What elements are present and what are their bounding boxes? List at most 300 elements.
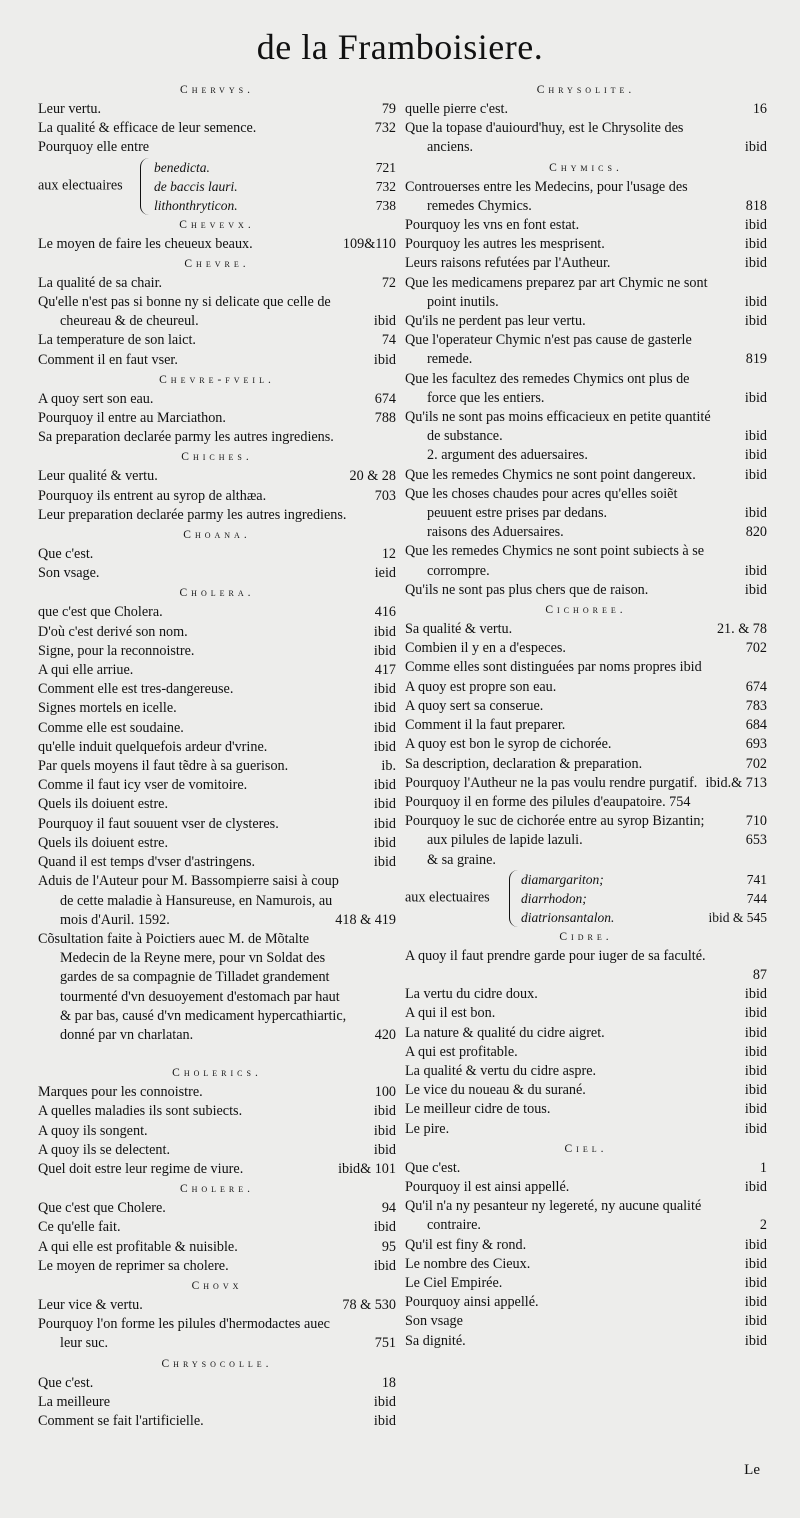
entry-text: Combien il y en a d'especes. <box>405 640 566 657</box>
entry-text: A qui elle arriue. <box>38 662 134 679</box>
index-entry <box>405 678 767 697</box>
page-reference: ibid <box>373 313 396 330</box>
page-reference: 693 <box>745 736 767 753</box>
index-entry <box>38 138 396 157</box>
index-entry <box>405 1293 767 1312</box>
page-reference: ibid <box>744 1005 767 1022</box>
index-entry <box>405 523 767 542</box>
index-entry <box>38 1199 396 1218</box>
index-entry <box>38 1393 396 1412</box>
page-reference: ibid <box>744 1043 767 1060</box>
entry-text: Sa description, declaration & preparation. <box>405 755 643 772</box>
index-entry <box>405 485 767 523</box>
page-reference: ibid <box>744 1294 767 1311</box>
index-entry <box>405 254 767 273</box>
page-reference: 732 <box>374 120 396 137</box>
index-entry <box>38 1218 396 1237</box>
page-reference: ibid <box>744 447 767 464</box>
entry-text: Comme il faut icy vser de vomitoire. <box>38 777 248 794</box>
index-entry <box>38 1296 396 1315</box>
entry-text: Le nombre des Cieux. <box>405 1255 531 1272</box>
page-reference: ibid <box>744 255 767 272</box>
group-item-text: diamargariton; <box>521 871 604 887</box>
group-label: aux electuaires <box>38 177 123 194</box>
index-entry <box>38 487 396 506</box>
index-entry <box>405 1236 767 1255</box>
entry-text: Que les facultez des remedes Chymics ont plus de force que les entiers. <box>405 370 690 406</box>
page-reference: ibid <box>744 139 767 156</box>
section-heading: Choana. <box>183 529 251 542</box>
page-reference: ibid <box>373 1219 396 1236</box>
index-entry <box>38 235 396 254</box>
index-entry <box>38 1122 396 1141</box>
page-reference: ibid <box>744 1062 767 1079</box>
page-reference: 702 <box>745 755 767 772</box>
entry-text: Le moyen de faire les cheueux beaux. <box>38 235 253 252</box>
section-heading: Chiches. <box>181 451 253 464</box>
index-entry <box>38 1083 396 1102</box>
entry-text: Son vsage <box>405 1313 463 1330</box>
section-heading: Cichoree. <box>545 604 627 617</box>
entry-text: raisons des Aduersaires. <box>427 524 564 541</box>
entry-text: Quels ils doiuent estre. <box>38 796 169 813</box>
index-entry <box>38 1412 396 1431</box>
entry-text: Que c'est. <box>38 546 94 563</box>
index-entry <box>405 100 767 119</box>
page-reference: ibid <box>744 505 767 522</box>
entry-text: Pourquoy il en forme des pilules d'eaupatoire. 754 <box>405 793 691 810</box>
entry-text: quelle pierre c'est. <box>405 101 508 117</box>
page-reference: ibid <box>744 1120 767 1137</box>
index-entry <box>405 1100 767 1119</box>
entry-text: Ce qu'elle fait. <box>38 1219 121 1236</box>
entry-text: Leur vice & vertu. <box>38 1296 143 1313</box>
index-entry <box>405 1159 767 1178</box>
page-reference: 732 <box>375 178 396 194</box>
section-heading: Chymics. <box>549 161 623 174</box>
group-item <box>154 177 396 196</box>
page-reference: 109&110 <box>342 235 396 252</box>
entry-text: Quel doit estre leur regime de viure. <box>38 1160 244 1177</box>
entry-text: Pourquoy il est ainsi appellé. <box>405 1178 570 1195</box>
entry-text <box>405 966 767 985</box>
catchword: Le <box>744 1462 760 1478</box>
page-reference: 418 & 419 <box>335 911 396 928</box>
entry-text: Pourquoy il faut souuent vser de clysteres. <box>38 815 279 832</box>
index-entry <box>405 620 767 639</box>
entry-text: Que les choses chaudes pour acres qu'elles soiẽt peuuent estre prises par dedans. <box>405 485 678 522</box>
entry-text: La qualité & efficace de leur semence. <box>38 120 257 137</box>
entry-text: Le pire. <box>405 1120 450 1137</box>
page-reference: ibid <box>744 986 767 1003</box>
section-heading: Cholere. <box>179 1183 255 1196</box>
entry-text: & sa graine. <box>427 851 496 868</box>
entry-text: Pourquoy ils entrent au syrop de althæa. <box>38 487 267 504</box>
entry-text: Aduis de l'Auteur pour M. Bassompierre saisi à coup de cette maladie à Hansureuse, en Namurois, au mois d'Auril. 1592. <box>38 873 339 928</box>
index-entry <box>405 985 767 1004</box>
page-reference: 1 <box>759 1159 767 1176</box>
index-entry <box>38 409 396 428</box>
page-reference: 87 <box>752 966 767 983</box>
entry-text: Leurs raisons refutées par l'Autheur. <box>405 255 611 272</box>
index-entry <box>38 795 396 814</box>
entry-text: A quoy est bon le syrop de cichorée. <box>405 736 612 753</box>
page-reference: ibid <box>373 1103 396 1120</box>
page-reference: 2 <box>759 1217 767 1234</box>
index-entry <box>38 757 396 776</box>
index-entry <box>405 581 767 600</box>
page-reference: 94 <box>381 1200 396 1217</box>
entry-text: Sa preparation declarée parmy les autres ingrediens. <box>38 429 334 446</box>
index-entry <box>38 853 396 872</box>
index-entry <box>405 466 767 485</box>
entry-text: aux pilules de lapide lazuli. <box>427 832 583 849</box>
entry-text: Comment se fait l'artificielle. <box>38 1412 204 1429</box>
page-reference: 653 <box>745 832 767 849</box>
entry-text: Leur vertu. <box>38 101 102 117</box>
group-item <box>521 870 767 889</box>
index-entry <box>405 446 767 465</box>
page-reference: 721 <box>375 159 396 175</box>
page-reference: ibid <box>744 1236 767 1253</box>
index-column-right <box>405 80 767 1351</box>
page-reference: ieid <box>374 565 396 582</box>
entry-text: A quoy il faut prendre garde pour iuger de sa faculté. <box>405 947 706 964</box>
entry-text: Comment il en faut vser. <box>38 351 178 368</box>
group-label: aux electuaires <box>405 889 490 906</box>
page-reference: ibid <box>373 642 396 659</box>
page-title: de la Framboisiere. <box>256 27 544 67</box>
page-reference: ibid <box>744 313 767 330</box>
entry-text: qu'elle induit quelquefois ardeur d'vrine. <box>38 738 268 755</box>
page-reference: 95 <box>381 1238 396 1255</box>
entry-text: La nature & qualité du cidre aigret. <box>405 1024 605 1041</box>
page-reference: ibid <box>744 1082 767 1099</box>
entry-text: Pourquoy les vns en font estat. <box>405 217 580 234</box>
entry-text: A quoy ils se delectent. <box>38 1141 170 1158</box>
index-entry <box>405 947 767 966</box>
index-entry <box>405 331 767 369</box>
page-reference: ibid <box>373 1393 396 1410</box>
index-entry <box>38 834 396 853</box>
section-heading: Chrysocolle. <box>161 1357 273 1370</box>
page-reference: ibid <box>744 1178 767 1195</box>
page-reference: ibid <box>373 1257 396 1274</box>
page-reference: ibid.& 713 <box>705 774 767 791</box>
page-reference: 417 <box>374 662 396 679</box>
page-reference: 674 <box>745 678 767 695</box>
entry-text: La qualité & vertu du cidre aspre. <box>405 1062 597 1079</box>
page-reference: 738 <box>375 197 396 213</box>
entry-text: Comme elles sont distinguées par noms propres ibid <box>405 659 702 676</box>
page-reference: 79 <box>381 101 396 117</box>
index-entry <box>405 793 767 812</box>
page-reference: ibid <box>373 738 396 755</box>
index-entry <box>405 774 767 793</box>
page-reference: 741 <box>746 871 767 887</box>
entry-text: La qualité de sa chair. <box>38 274 163 291</box>
page-reference: ibid <box>373 700 396 717</box>
section-heading: Ciel. <box>564 1142 608 1155</box>
page-reference: ibid <box>373 351 396 368</box>
index-entry <box>38 331 396 350</box>
entry-text: Le Ciel Empirée. <box>405 1274 503 1291</box>
page-reference: 420 <box>374 1026 396 1043</box>
page-reference: 12 <box>381 546 396 563</box>
index-entry <box>38 1315 396 1353</box>
index-entry <box>38 815 396 834</box>
entry-text: Son vsage. <box>38 565 100 582</box>
index-entry <box>38 293 396 331</box>
entry-text: Pourquoy l'on forme les pilules d'hermodactes auec leur suc. <box>38 1316 330 1352</box>
entry-text: Qu'il n'a ny pesanteur ny legereté, ny aucune qualité contraire. <box>405 1198 702 1234</box>
page-reference: ibid <box>373 796 396 813</box>
entry-text: A qui est profitable. <box>405 1043 518 1060</box>
index-entry <box>405 1024 767 1043</box>
index-entry <box>405 1062 767 1081</box>
page-reference: ibid <box>373 1412 396 1429</box>
page-reference: 751 <box>374 1335 396 1352</box>
entry-text: Qu'ils ne sont pas moins efficacieux en petite quantité de substance. <box>405 409 711 445</box>
entry-text: Que la topase d'auiourd'huy, est le Chrysolite des anciens. <box>405 120 684 156</box>
entry-text: Par quels moyens il faut tẽdre à sa guerison. <box>38 758 289 775</box>
index-entry <box>405 178 767 216</box>
index-entry <box>38 545 396 564</box>
entry-text: La temperature de son laict. <box>38 332 196 349</box>
index-entry <box>405 408 767 446</box>
page-reference: 16 <box>752 101 767 117</box>
index-entry <box>405 851 767 870</box>
index-entry <box>405 658 767 677</box>
index-entry <box>38 390 396 409</box>
entry-text: La vertu du cidre doux. <box>405 986 538 1003</box>
page-reference: ibid <box>744 1313 767 1330</box>
page-reference: 684 <box>745 717 767 734</box>
page-reference: 100 <box>374 1084 396 1101</box>
entry-text: A quelles maladies ils sont subiects. <box>38 1103 243 1120</box>
entry-text: Pourquoy elle entre <box>38 139 150 156</box>
page-reference: ibid <box>744 581 767 598</box>
entry-text: Pourquoy ainsi appellé. <box>405 1294 539 1311</box>
page-reference: 18 <box>381 1374 396 1391</box>
index-entry <box>405 1004 767 1023</box>
page-reference: ibid <box>744 1274 767 1291</box>
page-reference: ibid <box>373 1122 396 1139</box>
entry-text: Que les medicamens preparez par art Chymic ne sont point inutils. <box>405 274 708 310</box>
entry-text: Pourquoy il entre au Marciathon. <box>38 410 226 427</box>
page-reference: ibid <box>373 854 396 871</box>
page-reference: ibid <box>744 1101 767 1118</box>
index-entry <box>405 966 767 985</box>
section-heading: Chevevx. <box>179 218 255 231</box>
entry-text: Le meilleur cidre de tous. <box>405 1101 551 1118</box>
entry-text: Qu'il est finy & rond. <box>405 1236 527 1253</box>
group-item-text: diatrionsantalon. <box>521 909 615 925</box>
group-item-text: lithonthryticon. <box>154 197 238 213</box>
entry-text: Que les remedes Chymics ne sont point dangereux. <box>405 466 696 483</box>
entry-text: Pourquoy le suc de cichorée entre au syrop Bizantin; <box>405 813 705 830</box>
group-item-text: benedicta. <box>154 159 210 175</box>
entry-text: A quoy ils songent. <box>38 1122 148 1139</box>
index-entry <box>38 623 396 642</box>
index-entry <box>405 119 767 157</box>
entry-text: Pourquoy l'Autheur ne la pas voulu rendre purgatif. <box>405 774 698 791</box>
index-entry <box>38 100 396 119</box>
index-entry <box>405 216 767 235</box>
index-entry <box>38 1160 396 1179</box>
index-entry <box>38 506 396 525</box>
index-entry <box>405 312 767 331</box>
section-heading: Chovx <box>191 1279 243 1292</box>
page-reference: ibid <box>744 236 767 253</box>
page-reference: ibid <box>744 217 767 234</box>
page-reference: ibid& 101 <box>338 1160 396 1177</box>
page-reference: 21. & 78 <box>716 621 767 638</box>
entry-text: Pourquoy les autres les mesprisent. <box>405 236 605 253</box>
page-reference: 74 <box>381 332 396 349</box>
brace-icon <box>140 158 150 215</box>
page-reference: ibid <box>373 1141 396 1158</box>
brace-icon <box>509 870 519 927</box>
page-reference: ib. <box>381 758 396 775</box>
entry-text: A qui elle est profitable & nuisible. <box>38 1238 238 1255</box>
entry-text: A quoy sert son eau. <box>38 390 154 407</box>
index-entry <box>38 642 396 661</box>
entry-text: Que c'est. <box>38 1374 94 1391</box>
index-entry <box>405 274 767 312</box>
group-item <box>154 158 396 177</box>
group-item <box>521 908 767 927</box>
page-reference: 788 <box>374 410 396 427</box>
index-entry <box>38 1238 396 1257</box>
index-entry <box>405 1081 767 1100</box>
entry-text: Signe, pour la reconnoistre. <box>38 642 195 659</box>
entry-text: A qui il est bon. <box>405 1005 496 1022</box>
section-heading: Cholera. <box>179 587 255 600</box>
index-entry <box>38 699 396 718</box>
bracket-group <box>38 158 396 215</box>
entry-text: Que c'est. <box>405 1159 461 1176</box>
index-entry <box>38 738 396 757</box>
page-reference: ibid <box>373 623 396 640</box>
entry-text: Que les remedes Chymics ne sont point subiects à se corrompre. <box>405 543 705 579</box>
page-reference: ibid <box>744 1332 767 1349</box>
entry-text: Le moyen de reprimer sa cholere. <box>38 1257 229 1274</box>
entry-text: Sa dignité. <box>405 1332 466 1349</box>
page-reference: 703 <box>374 487 396 504</box>
page-reference: ibid & 545 <box>708 909 767 925</box>
page-reference: 818 <box>745 197 767 214</box>
index-entry <box>405 1043 767 1062</box>
page-reference: 674 <box>374 390 396 407</box>
index-column-left <box>38 80 396 1431</box>
page-reference: ibid <box>744 1255 767 1272</box>
entry-text: Qu'ils ne sont pas plus chers que de raison. <box>405 581 649 598</box>
page-reference: 783 <box>745 697 767 714</box>
section-heading: Chrysolite. <box>536 84 636 96</box>
index-entry <box>405 1255 767 1274</box>
index-entry <box>38 603 396 622</box>
page-reference: 820 <box>745 524 767 541</box>
group-item <box>154 196 396 215</box>
entry-text: Qu'elle n'est pas si bonne ny si delicate que celle de cheureau & de cheureul. <box>38 294 331 330</box>
entry-text: Que l'operateur Chymic n'est pas cause de gasterle remede. <box>405 332 692 368</box>
page-reference: 78 & 530 <box>342 1296 396 1313</box>
index-entry <box>405 1197 767 1235</box>
index-entry <box>405 1120 767 1139</box>
page-reference: 72 <box>381 274 396 291</box>
index-entry <box>38 351 396 370</box>
entry-text: Quels ils doiuent estre. <box>38 834 169 851</box>
entry-text: La meilleure <box>38 1393 111 1410</box>
entry-text: que c'est que Cholera. <box>38 604 163 621</box>
index-entry <box>38 680 396 699</box>
page-reference: 702 <box>745 640 767 657</box>
page-reference: ibid <box>373 681 396 698</box>
entry-text: Comment elle est tres-dangereuse. <box>38 681 234 698</box>
index-entry <box>38 1141 396 1160</box>
entry-text: A quoy est propre son eau. <box>405 678 557 695</box>
index-entry <box>405 735 767 754</box>
index-entry <box>405 812 767 831</box>
section-heading: Chevre. <box>184 257 250 270</box>
index-entry <box>405 1332 767 1351</box>
entry-text: Le vice du noueau & du surané. <box>405 1082 586 1099</box>
index-entry <box>38 776 396 795</box>
page-reference: 819 <box>745 351 767 368</box>
entry-text: Que c'est que Cholere. <box>38 1200 166 1217</box>
index-entry <box>38 719 396 738</box>
index-entry <box>38 872 396 930</box>
index-entry <box>38 1374 396 1393</box>
page-reference: ibid <box>373 719 396 736</box>
page-reference: ibid <box>744 562 767 579</box>
index-entry <box>405 755 767 774</box>
bracket-group <box>405 870 767 927</box>
index-entry <box>38 1257 396 1276</box>
group-item <box>521 889 767 908</box>
index-entry <box>405 639 767 658</box>
entry-text: Marques pour les connoistre. <box>38 1084 203 1101</box>
entry-text: A quoy sert sa conserue. <box>405 697 544 714</box>
index-entry <box>405 697 767 716</box>
index-entry <box>38 467 396 486</box>
entry-text: Comme elle est soudaine. <box>38 719 184 736</box>
page-reference: ibid <box>373 834 396 851</box>
index-entry <box>38 564 396 583</box>
index-entry <box>38 930 396 1045</box>
page-reference: ibid <box>744 466 767 483</box>
entry-text: Qu'ils ne perdent pas leur vertu. <box>405 313 586 330</box>
section-heading: Chervys. <box>180 84 254 96</box>
entry-text: Leur qualité & vertu. <box>38 468 158 485</box>
index-entry <box>38 119 396 138</box>
index-entry <box>405 542 767 580</box>
entry-text: Quand il est temps d'vser d'astringens. <box>38 854 256 871</box>
index-entry <box>405 1274 767 1293</box>
section-heading: Cholerics. <box>172 1067 262 1080</box>
entry-text: Leur preparation declarée parmy les autres ingrediens. <box>38 506 347 523</box>
entry-text: Comment il la faut preparer. <box>405 717 566 734</box>
page-reference: 710 <box>745 813 767 830</box>
section-heading: Chevre-fveil. <box>159 373 275 386</box>
page-reference: ibid <box>744 389 767 406</box>
spacer <box>38 1045 396 1063</box>
index-entry <box>405 1178 767 1197</box>
entry-text: 2. argument des aduersaires. <box>427 447 588 464</box>
index-entry <box>405 831 767 850</box>
section-heading: Cidre. <box>559 930 613 943</box>
